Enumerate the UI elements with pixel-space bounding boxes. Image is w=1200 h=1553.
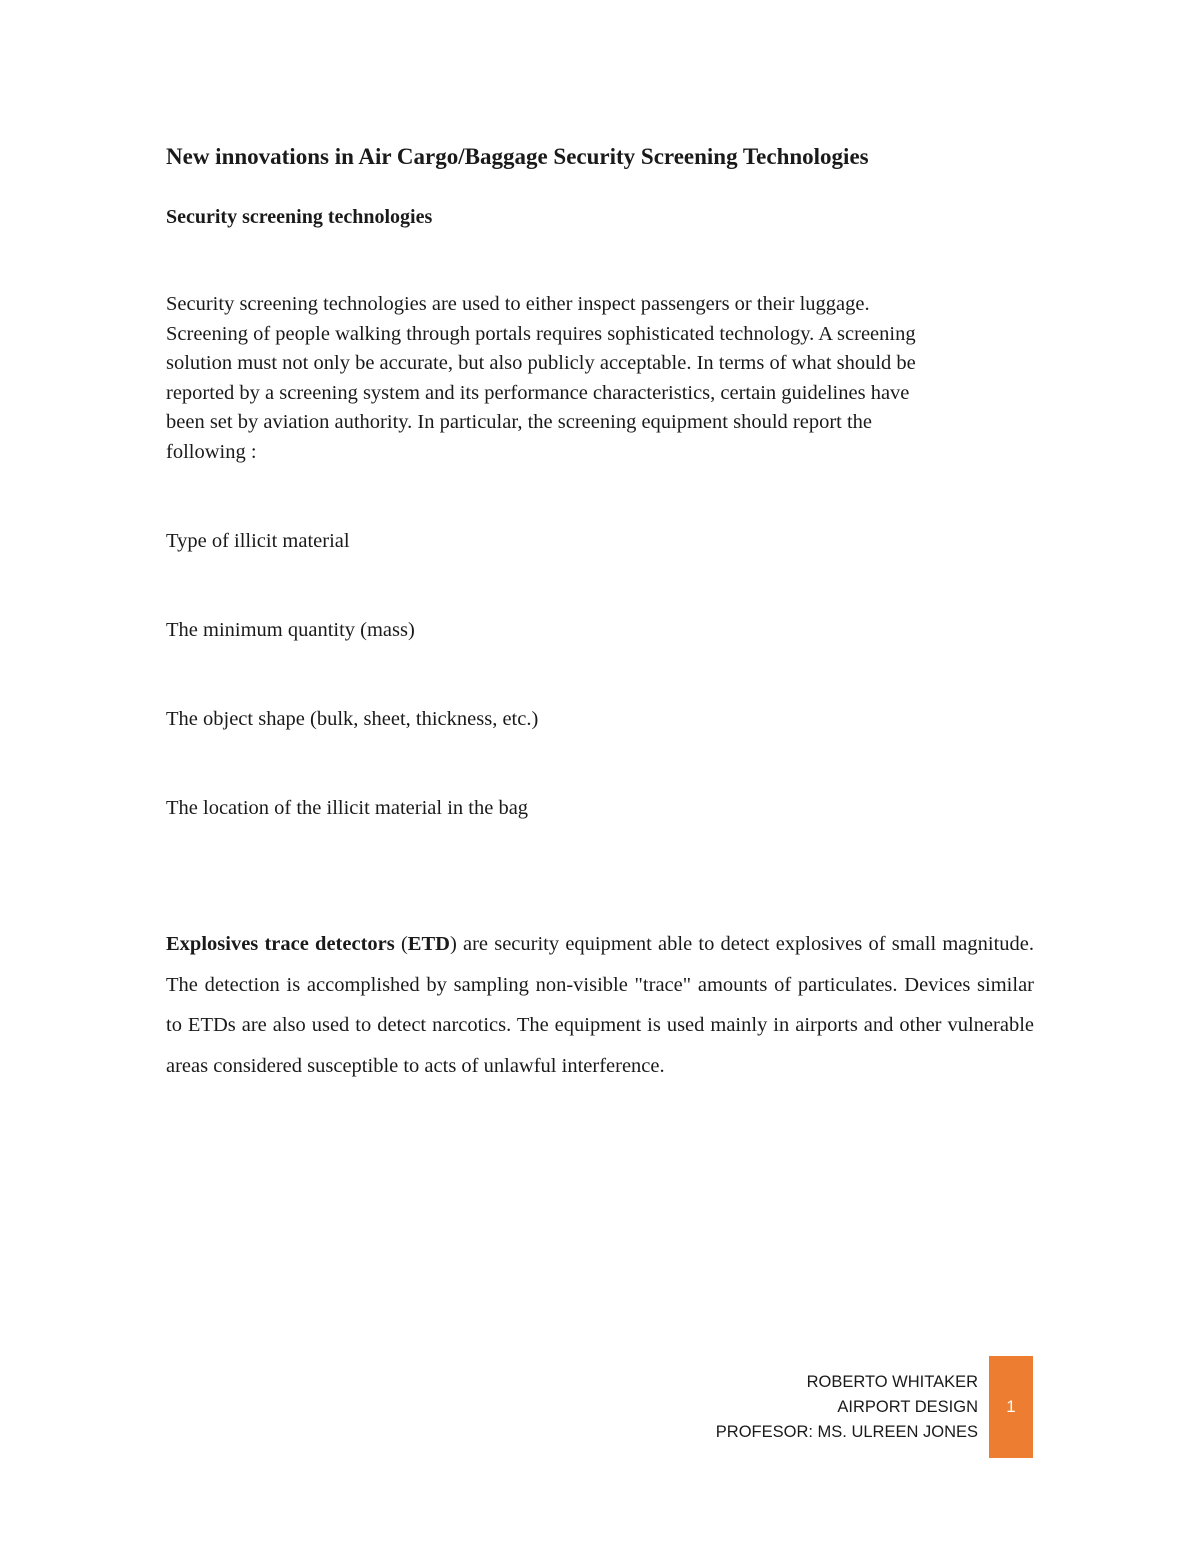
page-footer (716, 1370, 978, 1445)
etd-open-paren: ( (394, 933, 408, 955)
document-title: New innovations in Air Cargo/Baggage Security Screening Technologies (166, 144, 869, 169)
footer-professor: PROFESOR: MS. ULREEN JONES (715, 1423, 978, 1441)
requirement-item: The object shape (bulk, sheet, thickness, etc.) (166, 708, 539, 730)
page-number-badge (989, 1356, 1033, 1458)
etd-term: Explosives trace detectors (166, 933, 395, 955)
intro-line: solution must not only be accurate, but also publicly acceptable. In terms of what should be (166, 352, 916, 374)
intro-line: reported by a screening system and its performance characteristics, certain guidelines have (166, 381, 910, 404)
footer-course: AIRPORT DESIGN (837, 1398, 978, 1416)
intro-line: Screening of people walking through portals requires sophisticated technology. A screening (166, 322, 916, 345)
footer-author: ROBERTO WHITAKER (806, 1373, 978, 1391)
intro-line: Security screening technologies are used to either inspect passengers or their luggage. (166, 293, 870, 315)
intro-line: following : (166, 440, 257, 463)
intro-line: been set by aviation authority. In particular, the screening equipment should report the (166, 411, 873, 433)
etd-text: ) are security equipment able to detect explosives of small magnitude. The detection is accomplished by sampling non-visible "trace" amounts of particulates. Devices similar to ETDs are also used to detect narcotics. The equipment is used mainly in airports and other vulnerable areas considered susceptible to acts of unlawful interference. (166, 933, 1035, 1077)
requirement-item: The location of the illicit material in the bag (166, 797, 529, 819)
etd-abbreviation: ETD (407, 933, 450, 955)
section-heading: Security screening technologies (166, 206, 433, 228)
etd-paragraph (166, 924, 1034, 1086)
requirement-item: The minimum quantity (mass) (166, 619, 415, 641)
requirement-item: Type of illicit material (166, 530, 350, 552)
page-number: 1 (1006, 1397, 1016, 1416)
intro-paragraph (166, 290, 1046, 467)
